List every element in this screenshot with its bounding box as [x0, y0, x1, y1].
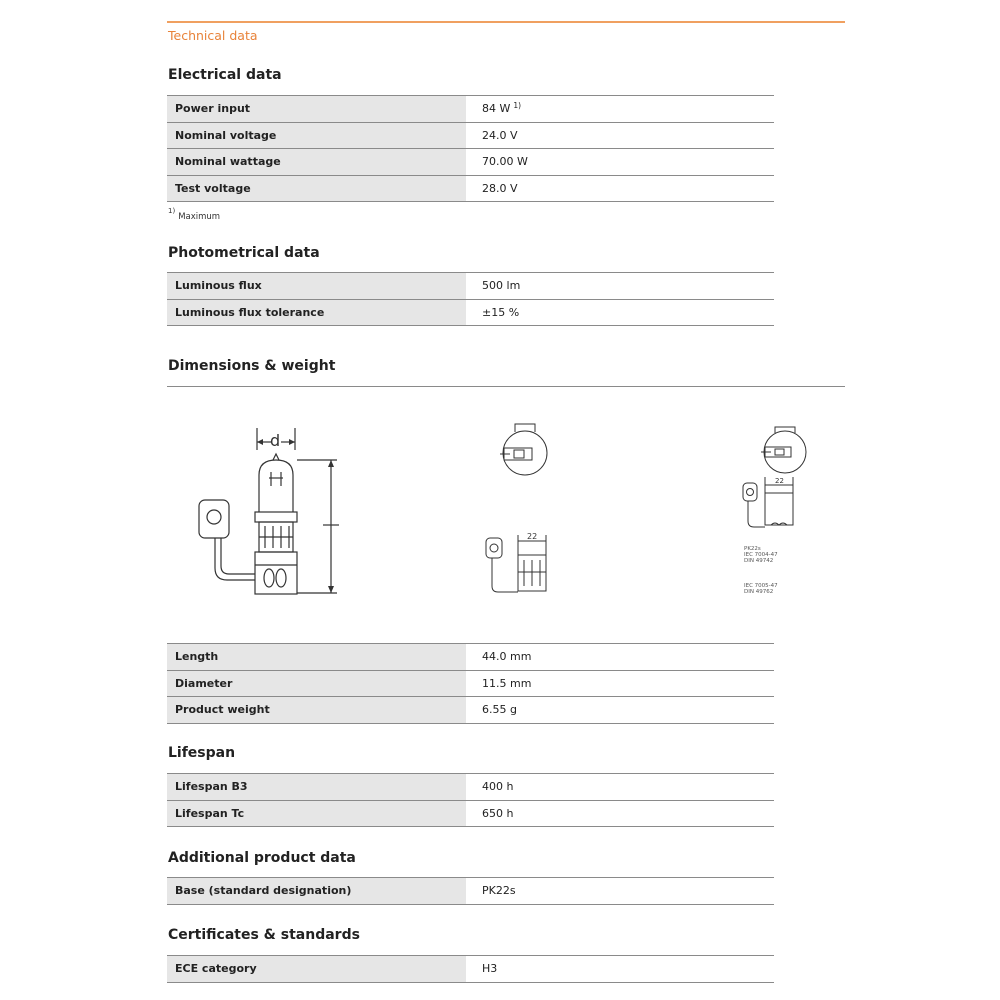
row-label: Nominal voltage	[167, 123, 466, 149]
value-text: 84 W	[482, 102, 511, 116]
table-row	[167, 123, 774, 150]
lifespan-table	[167, 773, 774, 827]
width-label: 22	[775, 477, 784, 485]
row-label: ECE category	[167, 956, 466, 982]
footnote-mark: 1)	[168, 207, 176, 215]
dimensions-table	[167, 643, 774, 724]
width-label: 22	[527, 532, 538, 541]
row-value: 650 h	[466, 801, 774, 827]
row-label: Length	[167, 644, 466, 670]
d-label: d	[270, 431, 281, 450]
standard-label: DIN 49762	[744, 589, 774, 595]
footnote-text: Maximum	[178, 211, 221, 222]
row-value: PK22s	[466, 878, 774, 904]
row-label: Luminous flux	[167, 273, 466, 299]
row-value: 24.0 V	[466, 123, 774, 149]
section-title-dimensions: Dimensions & weight	[168, 358, 336, 374]
row-label: Base (standard designation)	[167, 878, 466, 904]
table-row	[167, 273, 774, 300]
row-value: 44.0 mm	[466, 644, 774, 670]
row-value: 28.0 V	[466, 176, 774, 202]
certificates-table	[167, 955, 774, 983]
standard-label: IEC 7004-47	[744, 552, 778, 558]
additional-table	[167, 877, 774, 905]
row-value: 6.55 g	[466, 697, 774, 723]
table-row	[167, 878, 774, 905]
standard-label: IEC 7005-47	[744, 583, 778, 589]
table-row	[167, 956, 774, 983]
row-label: Luminous flux tolerance	[167, 300, 466, 326]
standard-label: PK22s	[744, 546, 761, 552]
row-label: Diameter	[167, 671, 466, 697]
section-title-electrical: Electrical data	[168, 67, 282, 83]
bulb-side-view-drawing	[185, 420, 355, 610]
row-value	[466, 96, 774, 122]
table-row	[167, 300, 774, 327]
row-value: H3	[466, 956, 774, 982]
standards-group-1	[744, 546, 778, 564]
section-title-certificates: Certificates & standards	[168, 927, 360, 943]
dimensions-rule	[167, 386, 845, 387]
electrical-table	[167, 95, 774, 202]
row-label: Test voltage	[167, 176, 466, 202]
row-value: 70.00 W	[466, 149, 774, 175]
table-row	[167, 697, 774, 724]
page-title: Technical data	[168, 28, 258, 43]
row-value: ±15 %	[466, 300, 774, 326]
table-row	[167, 801, 774, 828]
footnote	[168, 209, 220, 222]
row-value: 400 h	[466, 774, 774, 800]
table-row	[167, 644, 774, 671]
table-row	[167, 774, 774, 801]
row-label: Power input	[167, 96, 466, 122]
footnote-ref: 1)	[513, 101, 522, 111]
standards-group-2	[744, 583, 778, 595]
standard-label: DIN 49742	[744, 558, 774, 564]
header-rule	[167, 21, 845, 23]
row-label: Product weight	[167, 697, 466, 723]
section-title-additional: Additional product data	[168, 850, 356, 866]
row-value: 11.5 mm	[466, 671, 774, 697]
row-label: Lifespan Tc	[167, 801, 466, 827]
row-label: Nominal wattage	[167, 149, 466, 175]
table-row	[167, 671, 774, 698]
table-row	[167, 96, 774, 123]
alt-base-views-drawing	[735, 425, 835, 545]
row-value: 500 lm	[466, 273, 774, 299]
row-label: Lifespan B3	[167, 774, 466, 800]
table-row	[167, 176, 774, 203]
photometrical-table	[167, 272, 774, 326]
section-title-photometrical: Photometrical data	[168, 245, 320, 261]
table-row	[167, 149, 774, 176]
section-title-lifespan: Lifespan	[168, 745, 236, 761]
base-views-drawing	[470, 420, 580, 610]
